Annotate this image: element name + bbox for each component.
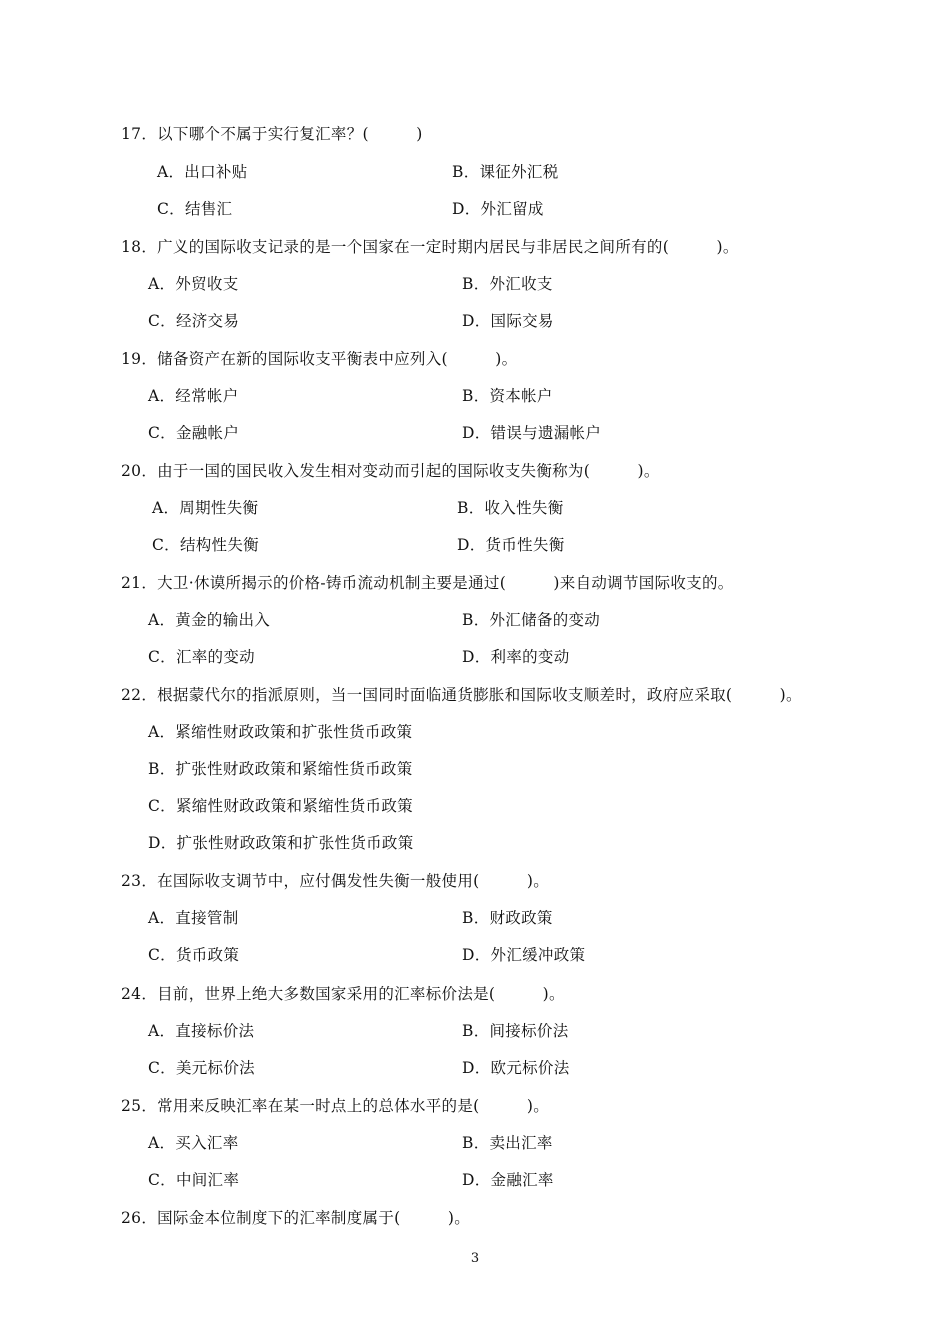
option-b: B．间接标价法 <box>462 1022 569 1040</box>
option-a: A．出口补贴 <box>157 163 248 181</box>
question-stem: 25．常用来反映汇率在某一时点上的总体水平的是( )。 <box>121 1097 550 1115</box>
option-a: A．外贸收支 <box>148 275 239 293</box>
page-number: 3 <box>470 1251 480 1266</box>
option-a: A．直接标价法 <box>148 1022 255 1040</box>
option-c: C．紧缩性财政政策和紧缩性货币政策 <box>148 797 413 815</box>
option-c: C．美元标价法 <box>148 1059 255 1077</box>
option-b: B．财政政策 <box>462 909 553 927</box>
option-d: D．扩张性财政政策和扩张性货币政策 <box>148 834 414 852</box>
question-stem: 23．在国际收支调节中，应付偶发性失衡一般使用( )。 <box>121 872 550 890</box>
question-stem: 26．国际金本位制度下的汇率制度属于( )。 <box>121 1209 471 1227</box>
option-d: D．欧元标价法 <box>462 1059 570 1077</box>
option-b: B．外汇收支 <box>462 275 553 293</box>
question-stem: 20．由于一国的国民收入发生相对变动而引起的国际收支失衡称为( )。 <box>121 462 660 480</box>
option-d: D．货币性失衡 <box>457 536 565 554</box>
option-b: B．资本帐户 <box>462 387 553 405</box>
question-stem: 24．目前，世界上绝大多数国家采用的汇率标价法是( )。 <box>121 985 565 1003</box>
question-stem: 21．大卫·休谟所揭示的价格-铸币流动机制主要是通过( )来自动调节国际收支的。 <box>121 574 734 592</box>
option-b: B．外汇储备的变动 <box>462 611 601 629</box>
option-a: A．紧缩性财政政策和扩张性货币政策 <box>148 723 413 741</box>
option-a: A．直接管制 <box>148 909 239 927</box>
option-a: A．买入汇率 <box>148 1134 239 1152</box>
option-d: D．利率的变动 <box>462 648 570 666</box>
option-a: A．周期性失衡 <box>152 499 259 517</box>
option-a: A．黄金的输出入 <box>148 611 271 629</box>
option-c: C．经济交易 <box>148 312 240 330</box>
option-c: C．金融帐户 <box>148 424 240 442</box>
option-d: D．错误与遗漏帐户 <box>462 424 602 442</box>
option-d: D．国际交易 <box>462 312 554 330</box>
option-b: B．课征外汇税 <box>452 163 559 181</box>
question-stem: 19．储备资产在新的国际收支平衡表中应列入( )。 <box>121 350 518 368</box>
option-c: C．汇率的变动 <box>148 648 255 666</box>
question-stem: 22．根据蒙代尔的指派原则，当一国同时面临通货膨胀和国际收支顺差时，政府应采取( )。 <box>121 686 802 704</box>
option-b: B．收入性失衡 <box>457 499 564 517</box>
question-stem: 17．以下哪个不属于实行复汇率？( ) <box>121 125 423 143</box>
option-b: B．卖出汇率 <box>462 1134 553 1152</box>
option-a: A．经常帐户 <box>148 387 239 405</box>
option-c: C．货币政策 <box>148 946 240 964</box>
option-d: D．外汇留成 <box>452 200 544 218</box>
option-d: D．外汇缓冲政策 <box>462 946 586 964</box>
option-c: C．中间汇率 <box>148 1171 240 1189</box>
option-c: C．结构性失衡 <box>152 536 259 554</box>
option-b: B．扩张性财政政策和紧缩性货币政策 <box>148 760 413 778</box>
option-d: D．金融汇率 <box>462 1171 554 1189</box>
option-c: C．结售汇 <box>157 200 233 218</box>
question-stem: 18．广义的国际收支记录的是一个国家在一定时期内居民与非居民之间所有的( )。 <box>121 238 739 256</box>
